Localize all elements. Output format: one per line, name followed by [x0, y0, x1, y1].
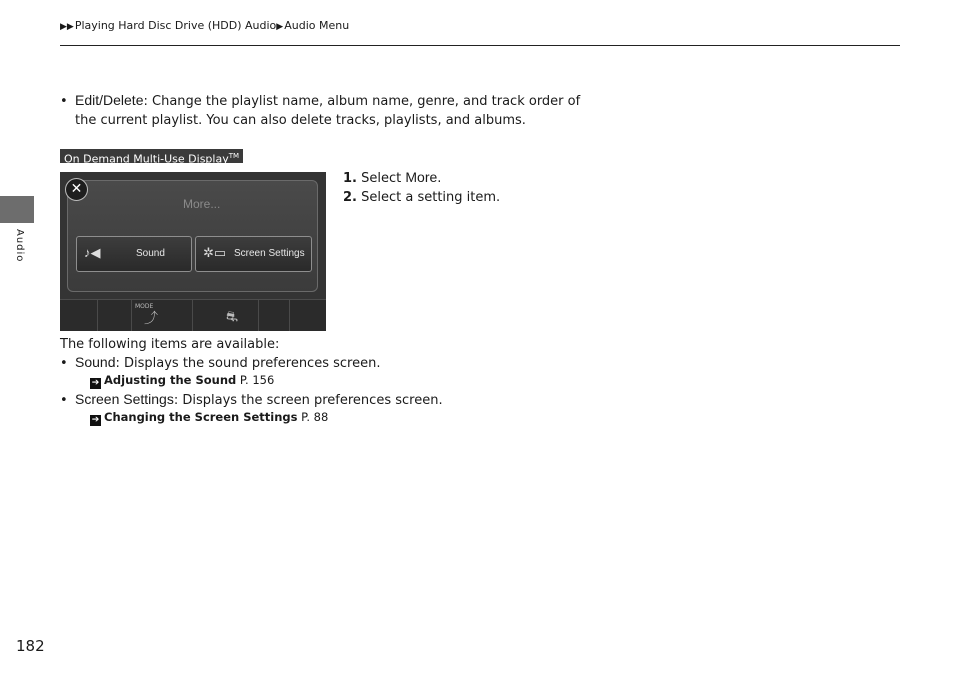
intro-line-2: the current playlist. You can also delete tracks, playlists, and albums. [75, 113, 526, 128]
close-icon[interactable]: ✕ [65, 178, 88, 201]
screen-gear-icon: ✲▭ [203, 245, 227, 260]
bar-divider [289, 300, 290, 331]
bar-divider [97, 300, 98, 331]
intro-line-1: : Change the playlist name, album name, genre, and track order of [143, 94, 581, 109]
intro-paragraph [60, 91, 580, 130]
item-desc: : Displays the sound preferences screen. [115, 356, 381, 371]
bar-divider [192, 300, 193, 331]
breadcrumb-item[interactable]: Playing Hard Disc Drive (HDD) Audio [74, 19, 277, 32]
step-item [343, 188, 500, 207]
step-term: More [405, 169, 438, 185]
display-tag [60, 149, 243, 166]
ref-title: Changing the Screen Settings [104, 410, 298, 424]
breadcrumb-arrow-icon: ▶▶ [60, 22, 74, 32]
bar-divider [258, 300, 259, 331]
climate-bar [60, 299, 326, 331]
cross-reference-link[interactable] [90, 409, 328, 426]
display-screenshot [60, 172, 326, 331]
screen-settings-option-button[interactable] [195, 236, 312, 272]
breadcrumb-item[interactable]: Audio Menu [284, 19, 350, 32]
reference-arrow-icon: ➔ [91, 378, 100, 388]
step-tail: . [437, 171, 442, 186]
sound-option-button[interactable] [76, 236, 192, 272]
step-text: Select a setting item. [361, 190, 501, 205]
panel-title: More... [183, 197, 221, 211]
step-number: 2. [343, 190, 357, 205]
display-tag-label: On Demand Multi-Use Display [64, 152, 229, 166]
breadcrumb [60, 19, 349, 32]
mode-seat-icon[interactable]: ⤴ [144, 311, 158, 327]
item-screen-settings [60, 390, 443, 410]
item-term: Sound [75, 354, 116, 370]
item-desc: : Displays the screen preferences screen. [173, 393, 443, 408]
screen-settings-option-label: Screen Settings [234, 248, 305, 259]
ref-page: P. 156 [239, 373, 275, 387]
page-number: 182 [16, 637, 45, 655]
sound-option-label: Sound [136, 248, 165, 259]
step-item [343, 168, 500, 188]
step-number: 1. [343, 171, 357, 186]
mode-label: MODE [135, 303, 154, 310]
item-sound [60, 353, 380, 373]
reference-arrow-icon: ➔ [91, 415, 100, 425]
bullet: • [60, 94, 68, 109]
breadcrumb-arrow-icon: ▶ [276, 22, 284, 32]
speaker-note-icon: ♪◀ [84, 245, 101, 260]
ref-page: P. 88 [301, 410, 329, 424]
intro-term: Edit/Delete [75, 92, 144, 108]
bar-divider [131, 300, 132, 331]
item-term: Screen Settings [75, 391, 174, 407]
cross-reference-link[interactable] [90, 372, 274, 389]
car-icon[interactable]: ⛐ [226, 309, 239, 325]
bullet: • [60, 356, 68, 371]
items-lead: The following items are available: [60, 337, 280, 352]
header-rule [60, 45, 900, 46]
more-menu-panel [67, 180, 318, 292]
section-tab [0, 196, 34, 223]
step-text: Select [361, 171, 406, 186]
bullet: • [60, 393, 68, 408]
section-tab-label: Audio [14, 229, 25, 263]
trademark-mark: TM [228, 152, 240, 160]
ref-title: Adjusting the Sound [104, 373, 237, 387]
steps-list [343, 168, 500, 207]
